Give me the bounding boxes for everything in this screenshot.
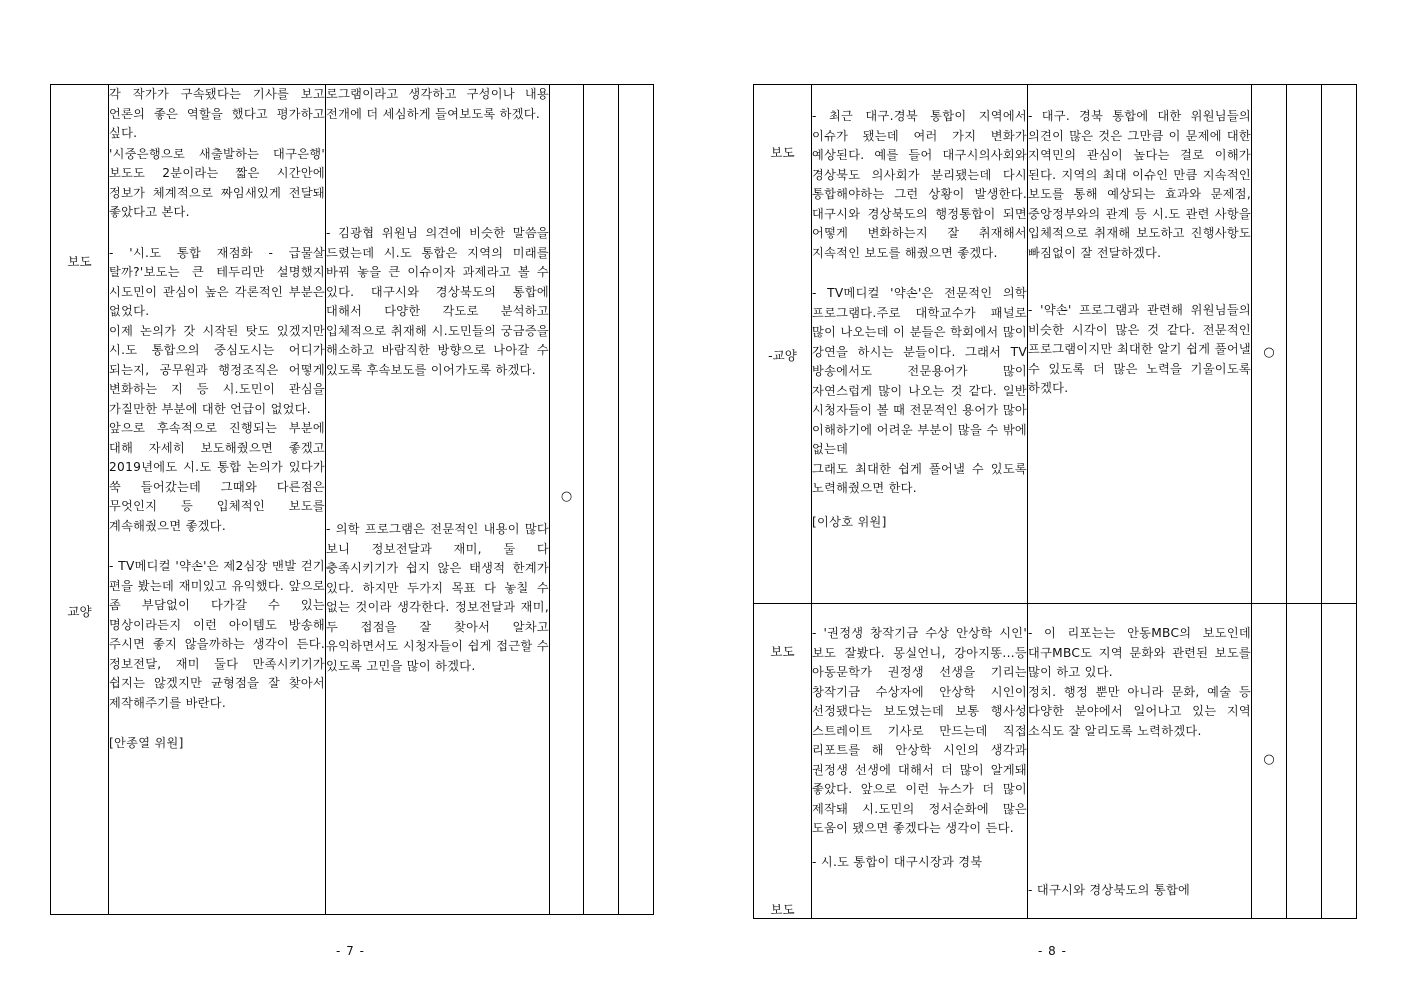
opinion-paragraph: - '권정생 창작기금 수상 안상학 시인' 보도 잘봤다. 몽실언니, 강아지똥...등 아동문학가 권정생 선생을 기리는 창작기금 수상자에 안상학 시인이 선정됐다는 보도였는데 보통 행사성 스트레이트 기사로 만드는데 직접 리포트를 해 안상학 시인의 생각과 권정생 선생에 대해서 더 많이 알게돼 좋았다. 앞으로 이런 뉴스가 더 많이 제작돼 시.도민의 정서순화에 많은 도움이 됐으면 좋겠다는 생각이 든다. [812, 626, 1027, 835]
category-label-report: 보도 [67, 254, 92, 269]
opinion-paragraph: 앞으로 후속적으로 진행되는 부분에 대해 자세히 보도해줬으면 좋겠고 2019년에도 시.도 통합 논의가 있다가 쑥 들어갔는데 그때와 다른점은 무엇인지 등 입체적인 보도를 계속해줬으면 좋겠다. [109, 421, 325, 533]
response-paragraph: 로그램이라고 생각하고 구성이나 내용 전개에 더 세심하게 들여보도록 하겠다. [326, 87, 549, 121]
opinion-paragraph: 그래도 최대한 쉽게 풀어낼 수 있도록 노력해줬으면 한다. [812, 461, 1027, 495]
opinion-paragraph: - TV메디컬 '약손'은 전문적인 의학 프로그램다.주로 대학교수가 패널로 많이 나오는데 이 분들은 학회에서 많이 강연을 하시는 분들이다. 그래서 TV 방송에서도 전문용어가 많이 자연스럽게 많이 나오는 것 같다. 일반 시청자들이 볼 때 전문적인 용어가 많아 이해하기에 어려운 부분이 많을 수 밖에 없는데 [812, 286, 1027, 456]
response-paragraph: - 대구. 경북 통합에 대한 위원님들의 의견이 많은 것은 그만큼 이 문제에 대한 지역민의 관심이 높다는 걸로 이해가 된다. 지역의 최대 이슈인 만큼 지속적인 보도를 통해 예상되는 효과와 문제점, 중앙정부와의 관계 등 시.도 관련 사항을 입체적으로 취재해 보도하고 진행사항도 빠짐없이 잘 전달하겠다. [1028, 109, 1251, 260]
response-paragraph: - 이 리포는는 안동MBC의 보도인데 대구MBC도 지역 문화와 관련된 보도를 많이 하고 있다. [1028, 626, 1251, 679]
opinion-paragraph: 이제 논의가 갓 시작된 탓도 있겠지만 시.도 통합으의 중심도시는 어디가 되는지, 공무원과 행정조직은 어떻게 변화하는 지 등 시.도민이 관심을 가질만한 부분에 대한 언급이 없었다. [109, 323, 325, 416]
category-label-report: 보도 [770, 902, 795, 917]
check-cell [550, 85, 584, 915]
response-cell [1028, 604, 1252, 919]
check-cell [1252, 604, 1287, 919]
response-paragraph: - 김광협 위원님 의견에 비슷한 말씀을 드렸는데 시.도 통합은 지역의 미래를 바꿔 놓을 큰 이슈이자 과제라고 볼 수 있다. 대구시와 경상북도의 통합에 대해서 다양한 각도로 분석하고 입체적으로 취재해 시.도민들의 궁금증을 해소하고 바람직한 방향으로 나아갈 수 있도록 후속보도를 이어가도록 하겠다. [326, 226, 549, 377]
opinion-paragraph: '시중은행으로 새출발하는 대구은행' 보도도 2분이라는 짧은 시간안에 정보가 체계적으로 짜임새있게 전달돼 좋았다고 본다. [109, 146, 325, 219]
check-mark: ○ [560, 489, 573, 504]
category-label-culture: -교양 [768, 348, 797, 363]
empty-cell [1287, 604, 1322, 919]
member-opinion-cell [812, 604, 1028, 919]
category-label-culture: 교양 [67, 604, 92, 619]
review-table-page-7 [50, 84, 654, 915]
response-paragraph: - 대구시와 경상북도의 통합에 [1028, 883, 1191, 897]
check-cell [1252, 85, 1287, 604]
check-mark: ○ [1263, 345, 1275, 360]
category-cell [754, 604, 812, 919]
response-paragraph: - 의학 프로그램은 전문적인 내용이 많다 보니 정보전달과 재미, 둘 다 충족시키기가 쉽지 않은 태생적 한계가 있다. 하지만 두가지 목표 다 놓칠 수 없는 것이라 생각한다. 정보전달과 재미, 두 접점을 잘 찾아서 알차고 유익하면서도 시청자들이 쉽게 접근할 수 있도록 고민을 많이 하겠다. [326, 522, 549, 673]
empty-cell [619, 85, 654, 915]
member-signature: [이상호 위원] [812, 514, 887, 529]
empty-cell [1322, 604, 1357, 919]
page-7 [0, 0, 700, 992]
category-cell [754, 85, 812, 604]
category-label-report: 보도 [770, 644, 795, 659]
member-opinion-cell [109, 85, 326, 915]
review-table-page-8 [753, 84, 1357, 919]
page-number: - 8 - [1038, 944, 1067, 958]
response-paragraph: - '약손' 프로그램과 관련해 위원님들의 비슷한 시각이 많은 것 같다. 전문적인 프로그램이지만 최대한 알기 쉽게 풀어낼 수 있도록 더 많은 노력을 기울이도록 하겠다. [1028, 303, 1251, 395]
page-8 [702, 0, 1402, 992]
response-paragraph: 정치. 행정 뿐만 아니라 문화, 예술 등 다양한 분야에서 일어나고 있는 지역 소식도 잘 알리도록 노력하겠다. [1028, 684, 1251, 738]
opinion-paragraph: 각 작가가 구속됐다는 기사를 보고 언론의 좋은 역할을 했다고 평가하고 싶다. [109, 87, 325, 140]
check-mark: ○ [1263, 752, 1275, 767]
member-opinion-cell [812, 85, 1028, 604]
empty-cell [1322, 85, 1357, 604]
response-cell [1028, 85, 1252, 604]
category-label-report: 보도 [770, 145, 795, 160]
response-cell [326, 85, 550, 915]
opinion-paragraph: - 시.도 통합이 대구시장과 경북 [812, 854, 983, 869]
category-cell [51, 85, 109, 915]
page-number: - 7 - [336, 944, 365, 958]
opinion-paragraph: - '시.도 통합 재점화 - 급물살 탈까?'보도는 큰 테두리만 설명했지 시도민이 관심이 높은 각론적인 부분은 없었다. [109, 245, 325, 318]
empty-cell [584, 85, 619, 915]
member-signature: [안종열 위원] [109, 736, 184, 750]
opinion-paragraph: - TV메디컬 '약손'은 제2심장 맨발 걷기 편을 봤는데 재미있고 유익했다. 앞으로 좀 부담없이 다가갈 수 있는 명상이라든지 이런 아이템도 방송해 주시면 좋지 않을까하는 생각이 든다. 정보전달, 재미 둘다 만족시키기가 쉽지는 않겠지만 균형점을 잘 찾아서 제작해주기를 바란다. [109, 559, 325, 710]
opinion-paragraph: - 최근 대구.경북 통합이 지역에서 이슈가 됐는데 여러 가지 변화가 예상된다. 예를 들어 대구시의사회와 경상북도 의사회가 분리됐는데 다시 통합해야하는 그런 상황이 발생한다. 대구시와 경상북도의 행정통합이 되면 어떻게 변화하는지 잘 취재해서 지속적인 보도를 해줬으면 좋겠다. [812, 109, 1027, 260]
empty-cell [1287, 85, 1322, 604]
